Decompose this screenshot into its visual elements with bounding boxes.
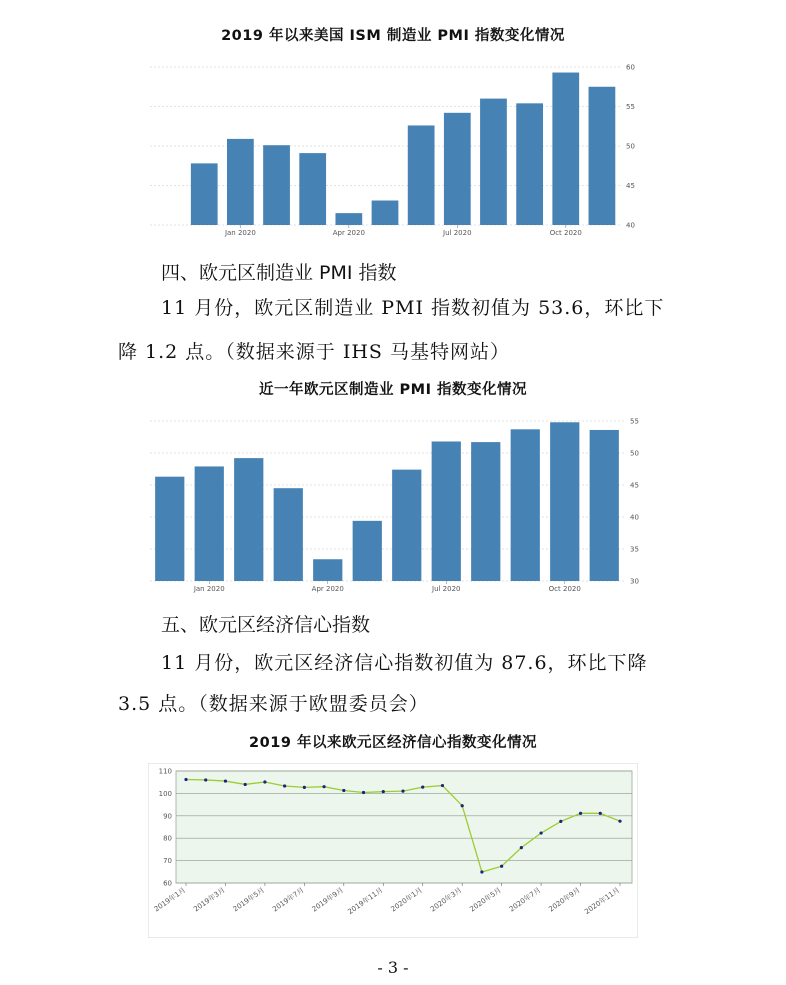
data-point	[441, 784, 444, 787]
x-tick-label: Jul 2020	[443, 229, 472, 237]
data-point	[599, 812, 602, 815]
bar	[392, 470, 421, 581]
bar	[227, 139, 254, 225]
page-number: - 3 -	[377, 958, 409, 977]
y-tick-label: 30	[630, 577, 639, 586]
y-tick-label: 60	[626, 63, 635, 72]
bar	[444, 113, 471, 225]
x-tick-label: Oct 2020	[549, 229, 582, 237]
bar	[234, 458, 263, 581]
bar	[432, 441, 461, 581]
data-point	[559, 820, 562, 823]
data-point	[382, 790, 385, 793]
data-point	[263, 780, 266, 783]
chart3-svg	[148, 763, 638, 938]
y-tick-label: 60	[163, 879, 172, 888]
data-point	[618, 820, 621, 823]
bar	[274, 488, 303, 581]
section5-para-line1: 11 月份，欧元区经济信心指数初值为 87.6，环比下降	[161, 652, 648, 674]
bar	[589, 87, 616, 225]
bar	[191, 163, 218, 225]
bar	[480, 99, 507, 225]
chart3-title: 2019 年以来欧元区经济信心指数变化情况	[249, 735, 537, 751]
data-point	[283, 784, 286, 787]
x-tick-label: 2020年5月	[468, 886, 503, 914]
x-tick-label: Oct 2020	[548, 585, 581, 593]
x-tick-label: Jan 2020	[224, 229, 256, 237]
section5-heading: 五、欧元区经济信心指数	[161, 614, 371, 636]
bar	[313, 559, 342, 581]
y-tick-label: 55	[630, 417, 639, 426]
chart2-svg	[140, 412, 660, 597]
data-point	[244, 783, 247, 786]
bar	[195, 466, 224, 581]
data-point	[421, 786, 424, 789]
x-tick-label: 2019年5月	[231, 886, 267, 914]
x-tick-label: 2020年9月	[547, 886, 582, 914]
x-tick-label: 2020年11月	[583, 886, 622, 917]
y-tick-label: 35	[630, 545, 639, 554]
y-tick-label: 100	[158, 789, 172, 798]
x-tick-label: Jan 2020	[193, 585, 225, 593]
bar	[155, 477, 184, 581]
y-tick-label: 40	[630, 513, 639, 522]
bar	[353, 521, 382, 581]
y-tick-label: 45	[630, 481, 639, 490]
bar	[408, 125, 435, 225]
data-point	[480, 870, 483, 873]
data-point	[500, 865, 503, 868]
x-tick-label: 2019年1月	[152, 886, 188, 914]
x-tick-label: 2019年9月	[310, 886, 345, 914]
bar	[299, 153, 326, 225]
bar	[372, 201, 399, 225]
y-tick-label: 110	[158, 767, 172, 776]
chart2-title: 近一年欧元区制造业 PMI 指数变化情况	[258, 382, 528, 398]
y-tick-label: 50	[630, 449, 639, 458]
data-point	[579, 812, 582, 815]
x-tick-label: 2019年7月	[271, 886, 306, 914]
x-tick-label: 2020年1月	[389, 886, 424, 914]
data-point	[539, 831, 542, 834]
data-point	[303, 786, 306, 789]
data-point	[224, 779, 227, 782]
x-tick-label: Jul 2020	[432, 585, 461, 593]
data-point	[342, 789, 345, 792]
x-tick-label: 2019年3月	[192, 886, 227, 914]
bar	[263, 145, 290, 225]
x-tick-label: 2019年11月	[346, 886, 385, 917]
chart1-title: 2019 年以来美国 ISM 制造业 PMI 指数变化情况	[221, 28, 565, 44]
y-tick-label: 90	[163, 812, 172, 821]
y-tick-label: 70	[163, 857, 172, 866]
bar	[516, 103, 543, 225]
x-tick-label: Apr 2020	[332, 229, 365, 237]
y-tick-label: 40	[626, 221, 635, 230]
chart1-svg	[140, 58, 660, 238]
section5-para-line2: 3.5 点。（数据来源于欧盟委员会）	[118, 693, 429, 715]
y-tick-label: 80	[163, 834, 172, 843]
data-point	[184, 778, 187, 781]
data-point	[322, 785, 325, 788]
data-point	[204, 778, 207, 781]
data-point	[520, 846, 523, 849]
y-tick-label: 55	[626, 103, 635, 111]
section4-para-line2: 降 1.2 点。（数据来源于 IHS 马基特网站）	[118, 341, 510, 363]
section4-para-line1: 11 月份，欧元区制造业 PMI 指数初值为 53.6，环比下	[161, 297, 665, 319]
bar	[471, 442, 500, 581]
bar	[590, 430, 619, 581]
bar	[552, 73, 579, 225]
x-tick-label: 2020年7月	[507, 886, 543, 914]
bar	[335, 213, 362, 225]
x-tick-label: 2020年3月	[429, 886, 464, 914]
y-tick-label: 50	[626, 142, 635, 151]
bar	[511, 429, 540, 581]
data-point	[401, 790, 404, 793]
x-tick-label: Apr 2020	[311, 585, 344, 593]
y-tick-label: 45	[626, 182, 635, 190]
data-point	[461, 804, 464, 807]
data-point	[362, 791, 365, 794]
bar	[550, 422, 579, 581]
section4-heading: 四、欧元区制造业 PMI 指数	[161, 262, 397, 284]
